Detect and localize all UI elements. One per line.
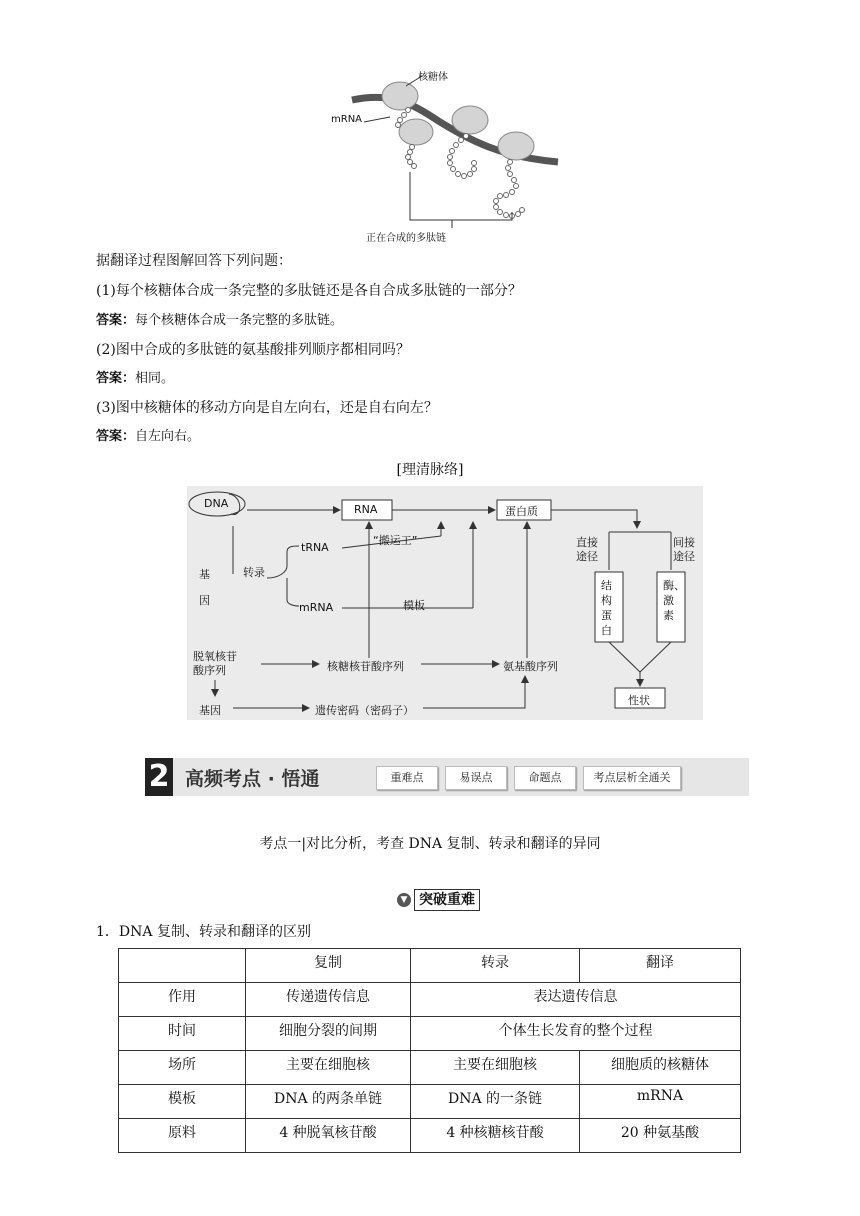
list-heading: 1．DNA 复制、转录和翻译的区别 [96,924,311,940]
translation-figure [330,62,560,244]
table-row [119,1119,741,1153]
row-label: 作用 [119,983,246,1017]
table-cell: DNA 的两条单链 [246,1085,411,1119]
direct-1: 直接 [576,536,598,549]
breakthrough-badge [397,889,480,911]
deoxy-seq-1: 脱氧核苷 [193,650,237,663]
table-cell: 主要在细胞核 [246,1051,411,1085]
question-1: (1)每个核糖体合成一条完整的多肽链还是各自合成多肽链的一部分？ [96,283,522,299]
table-cell: 个体生长发育的整个过程 [411,1017,741,1051]
struct-protein: 结构蛋白 [601,579,612,637]
rna-node: RNA [354,503,378,516]
indirect-1: 间接 [673,536,695,549]
banner-title: 高频考点 · 悟通 [185,768,320,790]
section-banner [145,758,749,796]
gene-v2: 因 [199,594,210,607]
answer-1: 答案：每个核糖体合成一条完整的多肽链。 [96,313,344,328]
comparison-table [118,948,741,1153]
question-3: (3)图中核糖体的移动方向是自左向右，还是自右向左？ [96,400,438,416]
row-label: 原料 [119,1119,246,1153]
table-cell: 4 种脱氧核苷酸 [246,1119,411,1153]
chevron-down-icon: ▼ [397,893,411,907]
table-cell: 20 种氨基酸 [580,1119,741,1153]
transcribe-label: 转录 [243,566,265,579]
table-cell: mRNA [580,1085,741,1119]
aa-seq: 氨基酸序列 [503,660,558,673]
protein-node: 蛋白质 [505,505,538,518]
tag-full-pass[interactable]: 考点层析全通关 [583,766,681,790]
header-cell: 转录 [411,949,580,983]
deoxy-seq-2: 酸序列 [193,664,226,677]
banner-number: 2 [145,758,173,796]
direct-2: 途径 [576,550,598,563]
table-cell: 主要在细胞核 [411,1051,580,1085]
answer-3: 答案：自左向右。 [96,429,201,444]
dna-node: DNA [204,497,229,510]
gene-label: 基因 [199,704,221,717]
breakthrough-label: 突破重难 [414,889,480,911]
table-cell: 细胞分裂的间期 [246,1017,411,1051]
tag-error-prone[interactable]: 易误点 [445,766,507,790]
intro-text: 据翻译过程图解回答下列问题： [96,253,292,269]
table-cell: 传递遗传信息 [246,983,411,1017]
trna-label: tRNA [301,541,329,554]
row-label: 时间 [119,1017,246,1051]
gene-v1: 基 [199,568,210,581]
question-2: (2)图中合成的多肽链的氨基酸排列顺序都相同吗？ [96,342,410,358]
row-label: 模板 [119,1085,246,1119]
mrna-diag-label: mRNA [299,601,334,614]
chain-label: 正在合成的多肽链 [366,233,446,244]
table-cell: 细胞质的核糖体 [580,1051,741,1085]
kaodian-title: 考点一|对比分析，考查 DNA 复制、转录和翻译的异同 [259,836,601,852]
table-cell: DNA 的一条链 [411,1085,580,1119]
enzyme-hormone: 酶、激素 [663,579,685,622]
trait-node: 性状 [628,694,650,707]
ribo-seq: 核糖核苷酸序列 [327,660,404,673]
tag-exam-point[interactable]: 命题点 [514,766,576,790]
section-title: [理清脉络] [396,462,464,478]
answer-2: 答案：相同。 [96,371,175,386]
mrna-label: mRNA [331,114,363,125]
code-label: 遗传密码（密码子） [315,704,414,717]
tag-difficult[interactable]: 重难点 [376,766,438,790]
concept-diagram [187,486,703,720]
header-cell: 翻译 [580,949,741,983]
table-cell: 4 种核糖核苷酸 [411,1119,580,1153]
indirect-2: 途径 [673,550,695,563]
table-row [119,1051,741,1085]
ribosome-label: 核糖体 [418,72,448,83]
table-row [119,1017,741,1051]
table-header-row [119,949,741,983]
header-cell [119,949,246,983]
carry-label: “搬运工” [373,534,418,547]
table-row [119,983,741,1017]
table-row [119,1085,741,1119]
header-cell: 复制 [246,949,411,983]
template-label: 模板 [403,599,425,612]
row-label: 场所 [119,1051,246,1085]
table-cell: 表达遗传信息 [411,983,741,1017]
